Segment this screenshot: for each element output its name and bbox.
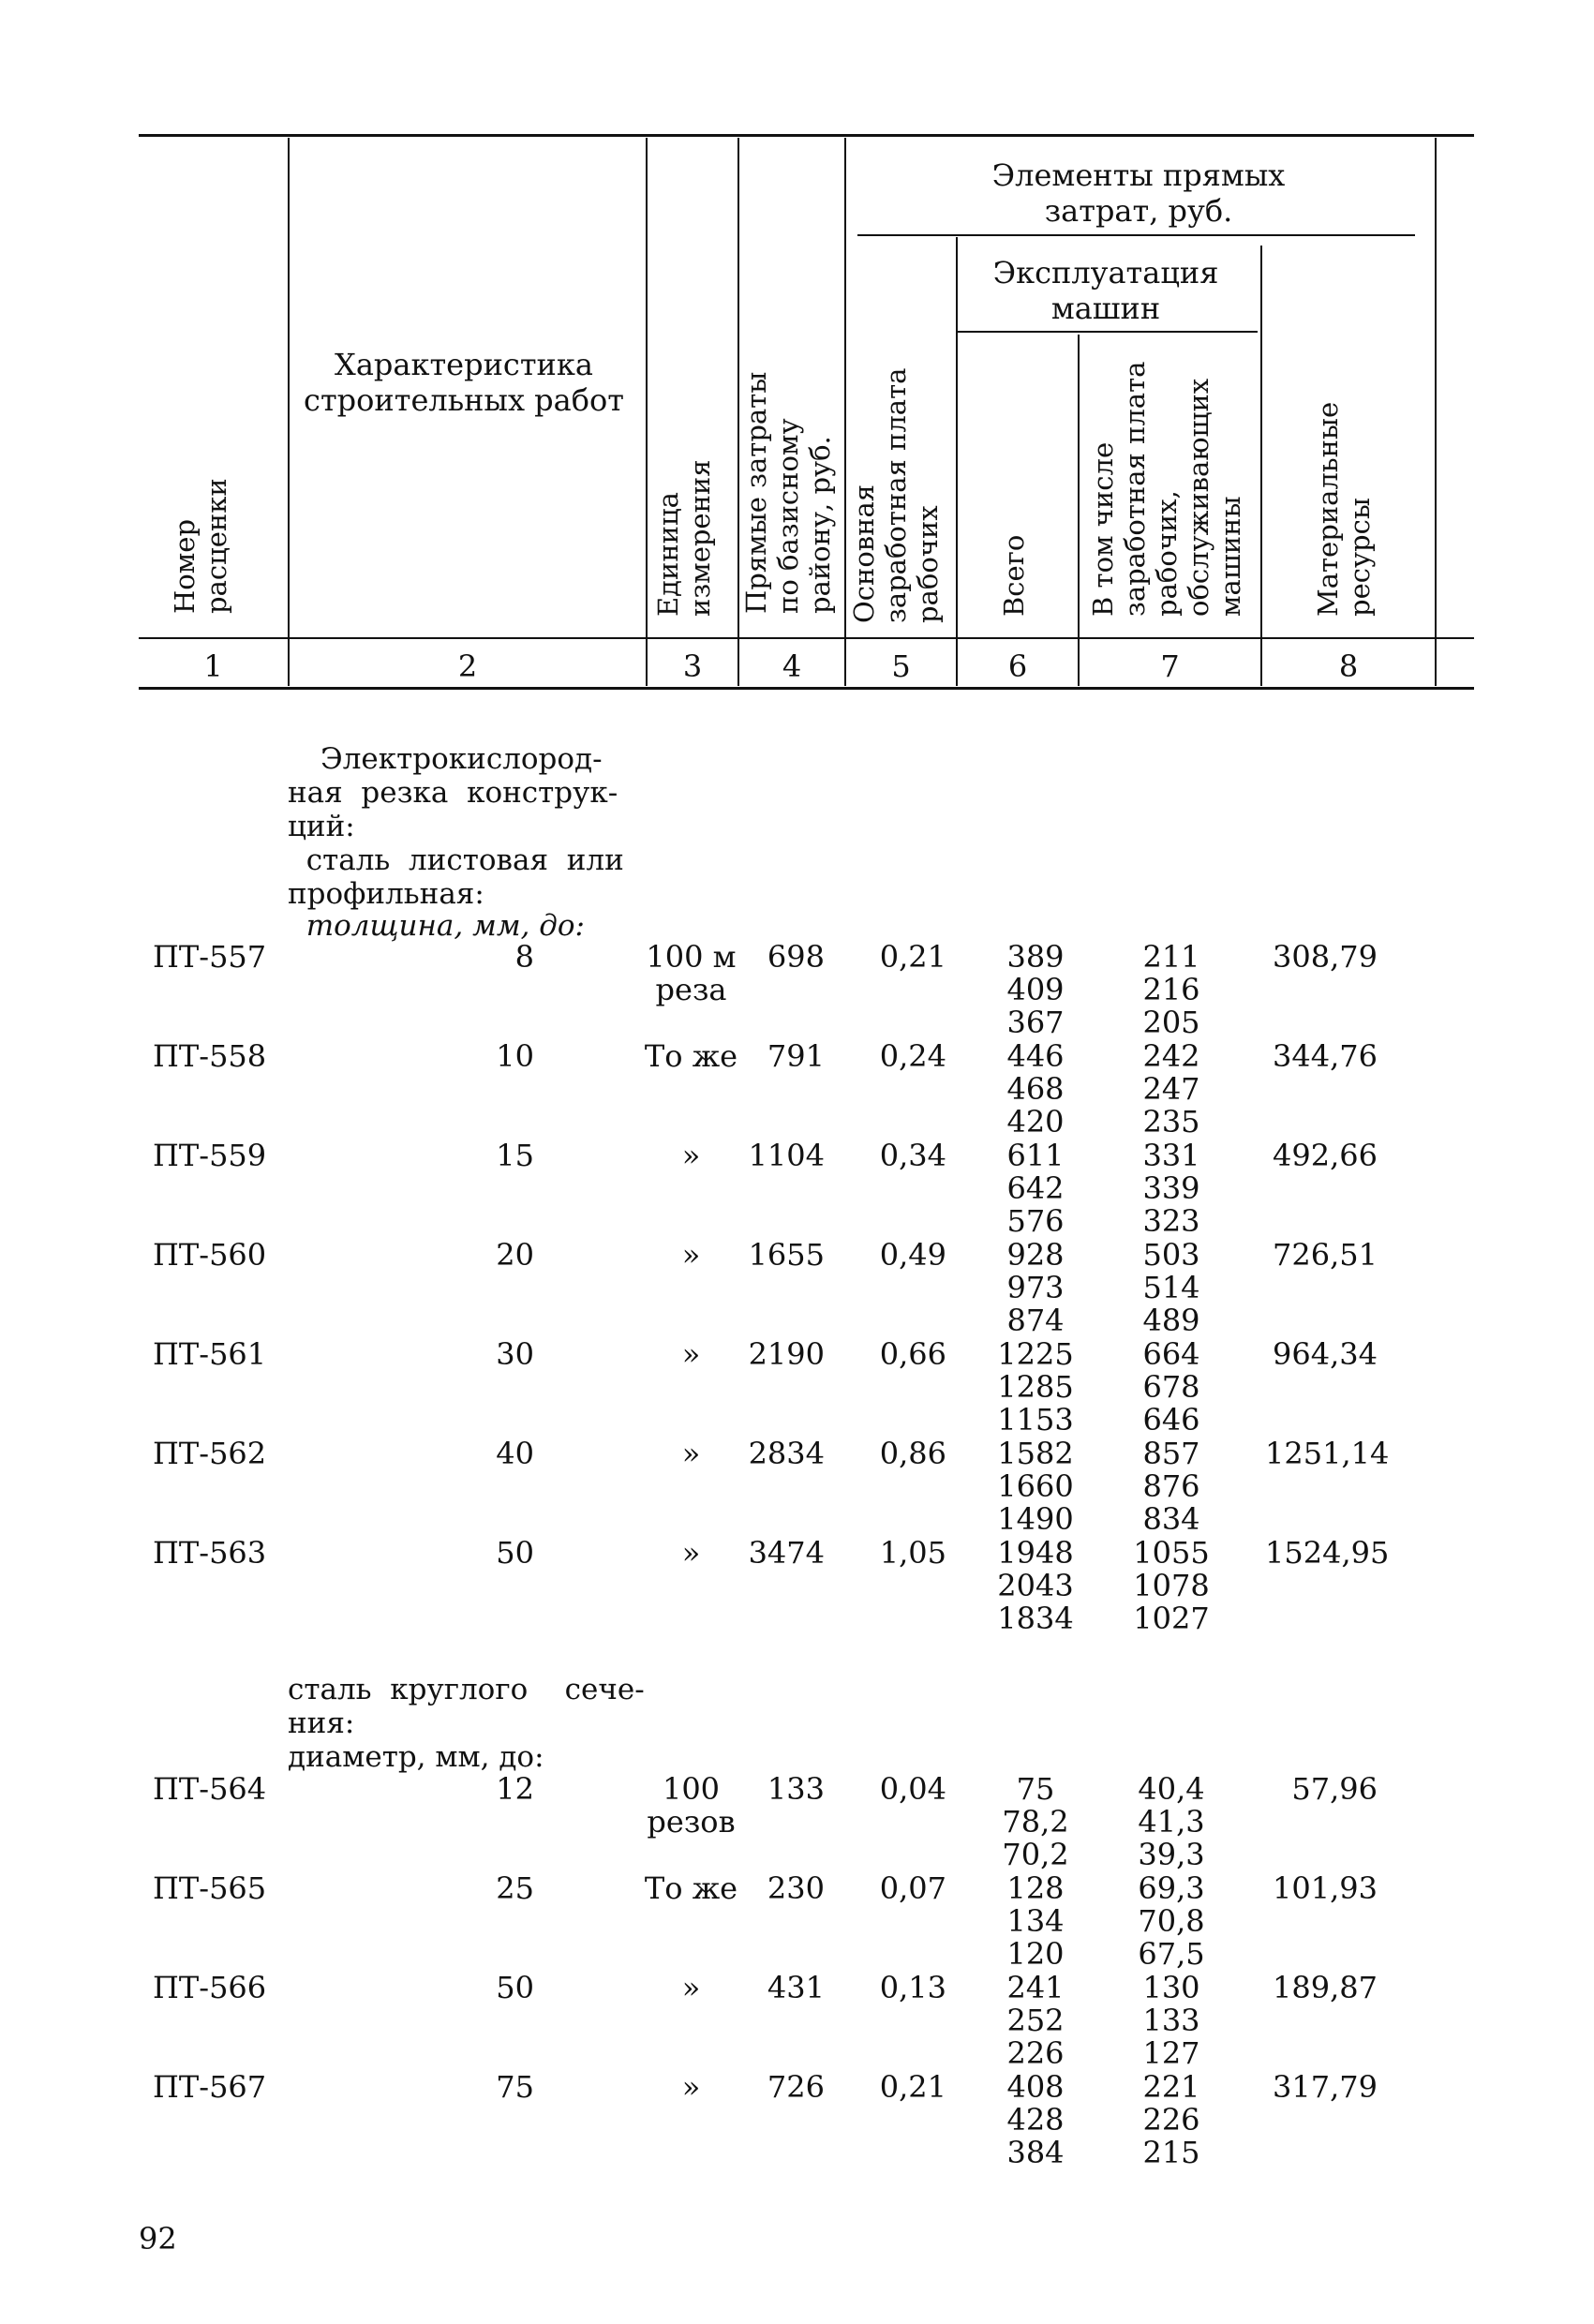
machines-wage-value: 226 — [1142, 2102, 1200, 2138]
machines-wage-value: 216 — [1142, 972, 1200, 1007]
materials-value: 308,79 — [1273, 939, 1378, 975]
section-title-line: ния: — [288, 1706, 355, 1740]
size-value: 10 — [496, 1038, 534, 1074]
header-divider — [1078, 335, 1080, 686]
machines-wage-value: 678 — [1142, 1369, 1200, 1405]
unit-value: » — [681, 1138, 701, 1173]
rate-code: ПТ-564 — [153, 1771, 267, 1807]
materials-value: 57,96 — [1291, 1771, 1378, 1807]
header-divider — [737, 138, 739, 686]
base-wage-value: 0,04 — [879, 1771, 946, 1807]
header-divider — [956, 237, 958, 686]
machines-total-value: 1834 — [997, 1601, 1074, 1636]
machines-total-value: 468 — [1006, 1071, 1065, 1107]
table-row — [0, 2071, 1594, 2174]
machines-wage-value: 39,3 — [1138, 1837, 1205, 1872]
materials-value: 344,76 — [1273, 1038, 1378, 1074]
base-wage-value: 0,49 — [879, 1237, 946, 1273]
header-divider — [1435, 138, 1437, 686]
unit-value: » — [681, 1535, 701, 1571]
rate-code: ПТ-563 — [153, 1535, 267, 1571]
direct-cost-value: 1104 — [748, 1138, 825, 1173]
table-row — [0, 1040, 1594, 1143]
rate-code: ПТ-567 — [153, 2069, 267, 2105]
column-number: 4 — [782, 648, 802, 684]
unit-header: Единица измерения — [652, 459, 716, 617]
materials-value: 492,66 — [1273, 1138, 1378, 1173]
table-row — [0, 1537, 1594, 1640]
machines-wage-value: 646 — [1142, 1402, 1200, 1438]
header-divider — [844, 138, 846, 686]
machines-wage-value: 242 — [1142, 1038, 1200, 1074]
table-row — [0, 1239, 1594, 1342]
direct-cost-value: 726 — [767, 2069, 825, 2105]
machines-total-value: 384 — [1006, 2135, 1065, 2170]
unit-value: То же — [644, 1038, 738, 1074]
machines-total-value: 78,2 — [1002, 1804, 1069, 1840]
machines-total-value: 75 — [1016, 1771, 1055, 1807]
rate-code: ПТ-560 — [153, 1237, 267, 1273]
unit-value: реза — [655, 972, 727, 1007]
base-wage-value: 0,24 — [879, 1038, 946, 1074]
rate-code: ПТ-561 — [153, 1336, 267, 1372]
size-value: 15 — [496, 1138, 534, 1173]
machines-header: Эксплуатация машин — [992, 255, 1219, 326]
materials-value: 317,79 — [1273, 2069, 1378, 2105]
size-value: 50 — [496, 1970, 534, 2005]
machines-total-value: 1285 — [997, 1369, 1074, 1405]
machines-total-value: 428 — [1006, 2102, 1065, 2138]
column-number: 8 — [1338, 648, 1359, 684]
machines-total-value: 1490 — [997, 1501, 1074, 1537]
group-rule — [857, 234, 1415, 236]
base-wage-value: 0,21 — [879, 939, 946, 975]
machines-wage-value: 489 — [1142, 1303, 1200, 1338]
machines-total-value: 409 — [1006, 972, 1065, 1007]
machines-total-value: 874 — [1006, 1303, 1065, 1338]
machines-wage-value: 205 — [1142, 1005, 1200, 1040]
base-wage-value: 0,07 — [879, 1870, 946, 1906]
machines-wage-value: 40,4 — [1138, 1771, 1205, 1807]
machines-wage-header: В том числе заработная плата рабочих, обслуживающих машины — [1087, 361, 1246, 617]
machines-total-value: 2043 — [997, 1568, 1074, 1603]
table-row — [0, 1773, 1594, 1876]
materials-header: Материальные ресурсы — [1312, 401, 1376, 617]
machines-total-value: 642 — [1006, 1170, 1065, 1206]
machines-total-value: 128 — [1006, 1870, 1065, 1906]
base-wage-value: 0,13 — [879, 1970, 946, 2005]
machines-rule — [958, 331, 1258, 333]
machines-wage-value: 1055 — [1133, 1535, 1210, 1571]
column-number: 1 — [203, 648, 223, 684]
unit-value: 100 — [662, 1771, 721, 1807]
machines-wage-value: 834 — [1142, 1501, 1200, 1537]
machines-wage-value: 1078 — [1133, 1568, 1210, 1603]
work-description-header: Характеристика строительных работ — [304, 347, 624, 418]
machines-total-value: 1582 — [997, 1436, 1074, 1471]
machines-total-value: 389 — [1006, 939, 1065, 975]
table-row — [0, 941, 1594, 1044]
table-row — [0, 1438, 1594, 1541]
base-wage-value: 0,66 — [879, 1336, 946, 1372]
column-number: 3 — [682, 648, 703, 684]
machines-wage-value: 857 — [1142, 1436, 1200, 1471]
machines-wage-value: 70,8 — [1138, 1903, 1205, 1939]
direct-cost-value: 431 — [767, 1970, 825, 2005]
table-row — [0, 1872, 1594, 1975]
machines-total-value: 928 — [1006, 1237, 1065, 1273]
column-number: 6 — [1007, 648, 1028, 684]
direct-cost-value: 791 — [767, 1038, 825, 1074]
machines-total-value: 576 — [1006, 1203, 1065, 1239]
materials-value: 101,93 — [1273, 1870, 1378, 1906]
machines-wage-value: 323 — [1142, 1203, 1200, 1239]
base-wage-value: 1,05 — [879, 1535, 946, 1571]
direct-cost-value: 3474 — [748, 1535, 825, 1571]
materials-value: 726,51 — [1273, 1237, 1378, 1273]
unit-value: » — [681, 1970, 701, 2005]
rate-code: ПТ-562 — [153, 1436, 267, 1471]
section-title-line: диаметр, мм, до: — [288, 1740, 544, 1774]
materials-value: 1251,14 — [1265, 1436, 1390, 1471]
section-title-line: ций: — [288, 810, 355, 843]
rate-code: ПТ-559 — [153, 1138, 267, 1173]
size-value: 30 — [496, 1336, 534, 1372]
table-row — [0, 1972, 1594, 2075]
group-header: Элементы прямых затрат, руб. — [991, 157, 1286, 229]
machines-wage-value: 211 — [1142, 939, 1200, 975]
machines-total-value: 226 — [1006, 2035, 1065, 2071]
machines-total-value: 120 — [1006, 1936, 1065, 1972]
page-number: 92 — [139, 2221, 177, 2257]
size-value: 40 — [496, 1436, 534, 1471]
base-wage-value: 0,21 — [879, 2069, 946, 2105]
machines-wage-value: 133 — [1142, 2003, 1200, 2038]
machines-wage-value: 876 — [1142, 1468, 1200, 1504]
header-top-rule — [139, 134, 1474, 137]
header-divider — [288, 138, 290, 686]
section-title-line: сталь круглого сече- — [288, 1673, 645, 1706]
machines-wage-value: 69,3 — [1138, 1870, 1205, 1906]
direct-cost-value: 2190 — [748, 1336, 825, 1372]
machines-total-value: 252 — [1006, 2003, 1065, 2038]
machines-total-value: 611 — [1006, 1138, 1065, 1173]
rate-number-header: Номер расценки — [169, 478, 232, 614]
section-title-line: Электрокислород- — [320, 742, 603, 776]
machines-total-value: 1153 — [997, 1402, 1074, 1438]
rate-code: ПТ-565 — [153, 1870, 267, 1906]
machines-total-value: 408 — [1006, 2069, 1065, 2105]
machines-wage-value: 215 — [1142, 2135, 1200, 2170]
materials-value: 189,87 — [1273, 1970, 1378, 2005]
unit-value: То же — [644, 1870, 738, 1906]
machines-wage-value: 41,3 — [1138, 1804, 1205, 1840]
machines-wage-value: 130 — [1142, 1970, 1200, 2005]
machines-total-value: 70,2 — [1002, 1837, 1069, 1872]
machines-total-value: 241 — [1006, 1970, 1065, 2005]
base-wage-value: 0,86 — [879, 1436, 946, 1471]
size-value: 20 — [496, 1237, 534, 1273]
materials-value: 1524,95 — [1265, 1535, 1390, 1571]
rate-code: ПТ-566 — [153, 1970, 267, 2005]
machines-wage-value: 67,5 — [1138, 1936, 1205, 1972]
numbers-top-rule — [139, 637, 1474, 639]
base-wage-value: 0,34 — [879, 1138, 946, 1173]
header-divider — [646, 138, 648, 686]
machines-wage-value: 503 — [1142, 1237, 1200, 1273]
column-number: 7 — [1160, 648, 1180, 684]
unit-value: » — [681, 1336, 701, 1372]
section-title-line: сталь листовая или — [288, 843, 624, 877]
direct-cost-value: 2834 — [748, 1436, 825, 1471]
section-title-line: толщина, мм, до: — [288, 909, 585, 943]
machines-total-value: 420 — [1006, 1104, 1065, 1140]
section-title-line: профильная: — [288, 877, 484, 911]
machines-total-value: 134 — [1006, 1903, 1065, 1939]
machines-wage-value: 221 — [1142, 2069, 1200, 2105]
size-value: 50 — [496, 1535, 534, 1571]
machines-total-value: 367 — [1006, 1005, 1065, 1040]
size-value: 8 — [514, 939, 534, 975]
column-number: 2 — [457, 648, 478, 684]
machines-total-value: 1948 — [997, 1535, 1074, 1571]
machines-wage-value: 331 — [1142, 1138, 1200, 1173]
machines-total-header: Всего — [998, 534, 1030, 617]
machines-wage-value: 514 — [1142, 1270, 1200, 1305]
direct-cost-header: Прямые затраты по базисному району, руб. — [740, 371, 836, 614]
direct-cost-value: 698 — [767, 939, 825, 975]
machines-total-value: 446 — [1006, 1038, 1065, 1074]
direct-cost-value: 1655 — [748, 1237, 825, 1273]
header-bottom-rule — [139, 687, 1474, 690]
base-wage-header: Основная заработная плата рабочих — [848, 367, 944, 623]
unit-value: » — [681, 1237, 701, 1273]
size-value: 25 — [496, 1870, 534, 1906]
machines-wage-value: 1027 — [1133, 1601, 1210, 1636]
unit-value: » — [681, 1436, 701, 1471]
table-row — [0, 1140, 1594, 1243]
machines-wage-value: 235 — [1142, 1104, 1200, 1140]
unit-value: резов — [647, 1804, 736, 1840]
column-number: 5 — [891, 648, 911, 684]
section-title-line: ная резка конструк- — [288, 776, 618, 810]
machines-wage-value: 127 — [1142, 2035, 1200, 2071]
unit-value: » — [681, 2069, 701, 2105]
size-value: 75 — [496, 2069, 534, 2105]
machines-total-value: 973 — [1006, 1270, 1065, 1305]
materials-value: 964,34 — [1273, 1336, 1378, 1372]
machines-wage-value: 339 — [1142, 1170, 1200, 1206]
machines-total-value: 1660 — [997, 1468, 1074, 1504]
size-value: 12 — [496, 1771, 534, 1807]
machines-wage-value: 664 — [1142, 1336, 1200, 1372]
header-divider — [1260, 246, 1262, 686]
table-row — [0, 1338, 1594, 1441]
direct-cost-value: 133 — [767, 1771, 825, 1807]
machines-total-value: 1225 — [997, 1336, 1074, 1372]
direct-cost-value: 230 — [767, 1870, 825, 1906]
rate-code: ПТ-557 — [153, 939, 267, 975]
machines-wage-value: 247 — [1142, 1071, 1200, 1107]
rate-code: ПТ-558 — [153, 1038, 267, 1074]
unit-value: 100 м — [646, 939, 737, 975]
